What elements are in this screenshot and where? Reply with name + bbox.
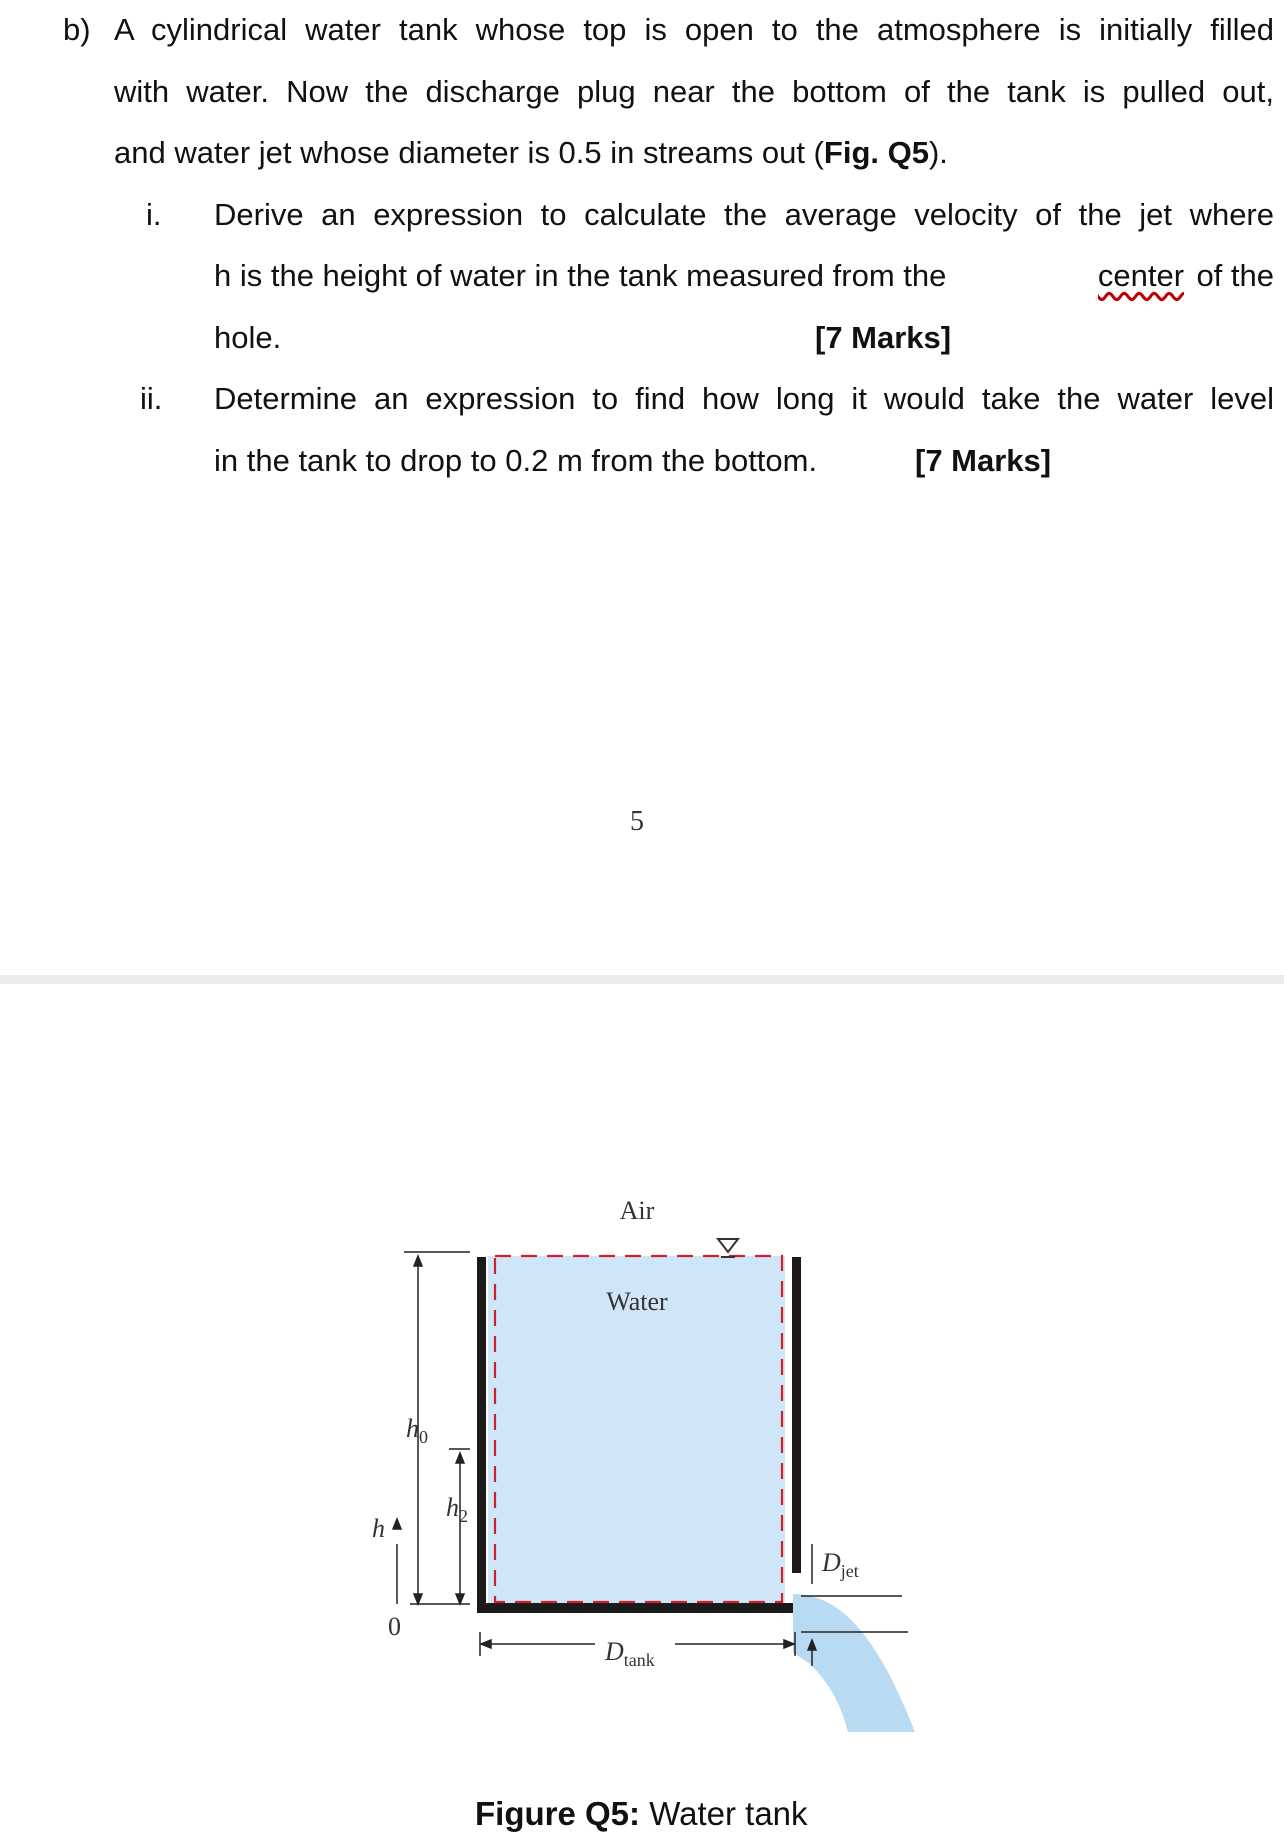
part-label: b) — [63, 12, 91, 47]
sub-i-line-1: Derive an expression to calculate the average velocity of the jet where — [214, 197, 1274, 232]
air-label: Air — [619, 1196, 655, 1225]
zero-label: 0 — [388, 1612, 401, 1641]
intro-line-2: with water. Now the discharge plug near the bottom of the tank is pulled out, — [114, 74, 1274, 109]
free-surface-symbol — [718, 1239, 738, 1257]
intro-line-1: A cylindrical water tank whose top is open to the atmosphere is initially filled — [114, 12, 1274, 47]
sub-ii-line-1: Determine an expression to find how long it would take the water level — [214, 381, 1274, 416]
sub-ii-label: ii. — [140, 381, 163, 416]
caption-text: Water tank — [640, 1795, 808, 1832]
dtank-label: $D_{tank}$ — [605, 1637, 655, 1670]
water-label: Water — [606, 1287, 668, 1316]
sub-ii-marks: [7 Marks] — [915, 443, 1052, 478]
sub-i-line-2: h is the height of water in the tank measured from the center of the — [214, 258, 1274, 293]
spellcheck-underlined-word: center — [1097, 258, 1185, 293]
h0-label: $h_0$ — [406, 1414, 428, 1447]
djet-label: $D_{jet}$ — [822, 1548, 859, 1581]
sub-ii-line-2: in the tank to drop to 0.2 m from the bottom. — [214, 443, 818, 478]
water-tank-figure — [0, 984, 1284, 1846]
figure-caption — [475, 1794, 808, 1834]
intro-line-3: and water jet whose diameter is 0.5 in streams out (Fig. Q5). — [114, 135, 948, 170]
page-number: 5 — [630, 806, 644, 837]
sub-i-marks: [7 Marks] — [815, 320, 952, 355]
figure-reference: Fig. Q5 — [823, 135, 929, 170]
height-dimensions — [393, 1252, 470, 1604]
sub-i-line-3: hole. — [214, 320, 282, 355]
caption-bold: Figure Q5: — [475, 1795, 641, 1832]
h2-label: $h_2$ — [446, 1493, 468, 1526]
h-label: h — [372, 1514, 385, 1543]
page-separator — [0, 975, 1284, 984]
sub-i-label: i. — [146, 197, 162, 232]
